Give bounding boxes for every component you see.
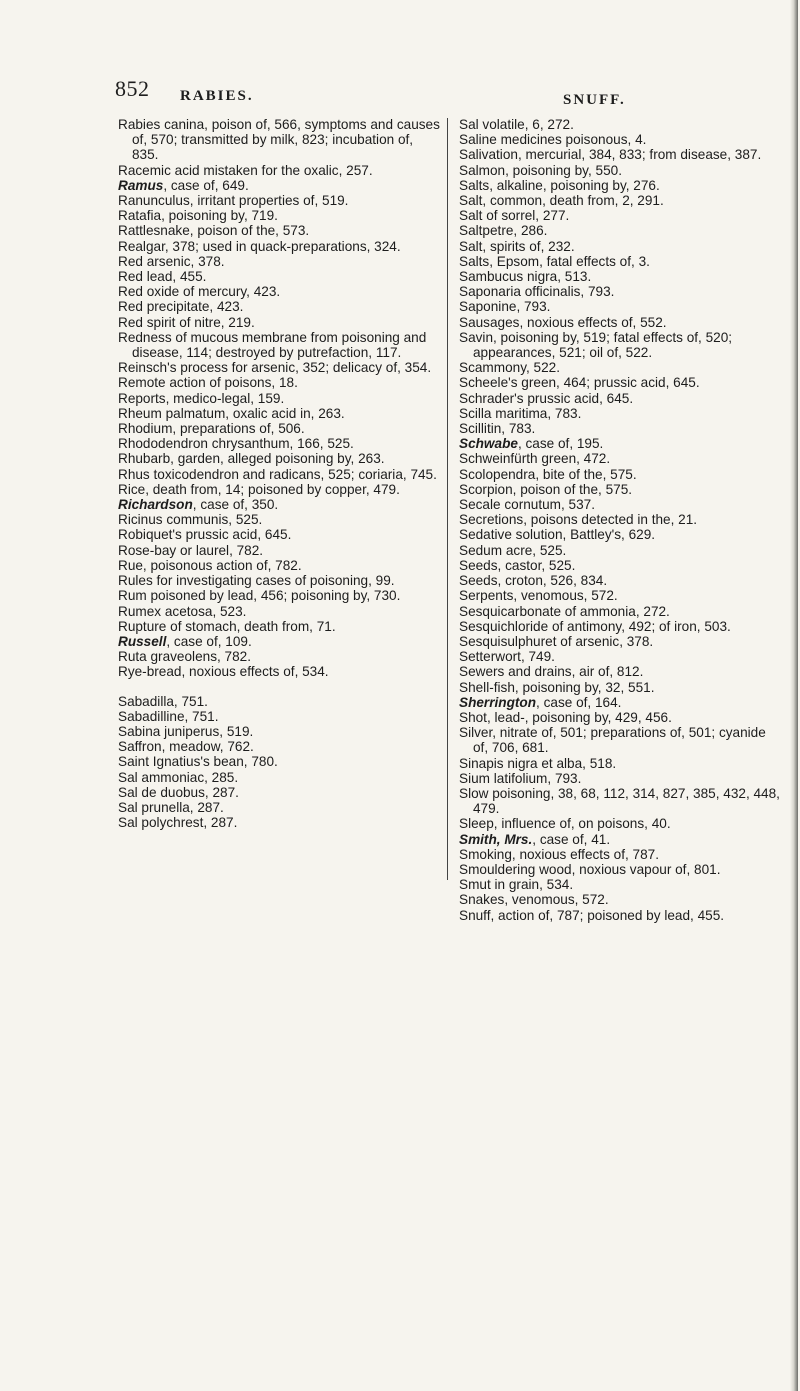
index-entry-rest: , case of, 649. [163,177,249,193]
index-entry: Sal de duobus, 287. [118,784,239,800]
index-entry [118,497,441,512]
index-entry: Sedum acre, 525. [459,542,567,558]
index-entry: Saponine, 793. [459,299,551,315]
index-entry-name: Sherrington [459,694,537,710]
index-entry [459,832,782,847]
index-entry: Secretions, poisons detected in the, 21. [459,512,698,528]
index-entry: Sambucus nigra, 513. [459,269,592,285]
index-entry-name: Richardson [118,497,193,513]
index-entry: Scilla maritima, 783. [459,405,582,421]
index-entry: Rumex acetosa, 523. [118,603,247,619]
index-entry: Schrader's prussic acid, 645. [459,390,634,406]
index-entry: Salts, alkaline, poisoning by, 276. [459,177,660,193]
index-entry: Racemic acid mistaken for the oxalic, 257. [118,162,373,178]
index-entry: Rabies canina, poison of, 566, symptoms and causes of, 570; transmitted by milk, 823; incubation of, 835. [118,117,440,163]
index-entry-name: Russell [118,633,167,649]
index-entry: Ricinus communis, 525. [118,512,263,528]
index-entry: Sabina juniperus, 519. [118,723,254,739]
index-entry: Salt, common, death from, 2, 291. [459,193,664,209]
index-entry: Sleep, influence of, on poisons, 40. [459,816,671,832]
index-entry: Slow poisoning, 38, 68, 112, 314, 827, 385, 432, 448, 479. [459,785,780,817]
index-entry: Salmon, poisoning by, 550. [459,162,622,178]
index-entry: Red lead, 455. [118,269,207,285]
index-entry: Saline medicines poisonous, 4. [459,132,647,148]
index-entry: Sal ammoniac, 285. [118,769,239,785]
index-entry-rest: , case of, 195. [517,436,604,452]
index-entry: Remote action of poisons, 18. [118,375,298,391]
index-entry-rest: , case of, 350. [192,497,279,513]
index-entry: Serpents, venomous, 572. [459,588,618,604]
index-entry: Redness of mucous membrane from poisoning and disease, 114; destroyed by putrefaction, 117. [118,329,427,361]
index-entry: Smouldering wood, noxious vapour of, 801. [459,861,721,877]
index-entry: Salt of sorrel, 277. [459,208,570,224]
index-entry: Scheele's green, 464; prussic acid, 645. [459,375,700,391]
index-entry [459,436,782,451]
index-entry-rest: , case of, 164. [536,694,622,710]
index-entry-name: Ramus [118,177,164,193]
index-entry: Scillitin, 783. [459,421,536,437]
index-entry-rest: , case of, 109. [166,633,252,649]
index-entry: Shell-fish, poisoning by, 32, 551. [459,679,655,695]
index-entry: Rhododendron chrysanthum, 166, 525. [118,436,354,452]
index-entry: Ranunculus, irritant properties of, 519. [118,193,349,209]
index-entry: Sinapis nigra et alba, 518. [459,755,617,771]
index-entry: Scolopendra, bite of the, 575. [459,466,637,482]
index-entry: Sabadilla, 751. [118,693,208,709]
index-entry: Realgar, 378; used in quack-preparations, 324. [118,238,401,254]
index-entry: Rum poisoned by lead, 456; poisoning by, 730. [118,588,401,604]
index-entry: Rice, death from, 14; poisoned by copper, 479. [118,481,400,497]
index-entry: Sesquichloride of antimony, 492; of iron, 503. [459,618,731,634]
index-entry: Robiquet's prussic acid, 645. [118,527,292,543]
index-entry: Snuff, action of, 787; poisoned by lead, 455. [459,907,725,923]
column-divider [447,118,448,880]
index-entry-rest: , case of, 41. [532,831,611,847]
index-entry: Reports, medico-legal, 159. [118,390,285,406]
index-entry [118,178,441,193]
index-entry: Scammony, 522. [459,360,560,376]
index-entry: Smoking, noxious effects of, 787. [459,846,659,862]
index-entry: Sal polychrest, 287. [118,815,238,831]
index-entry: Red precipitate, 423. [118,299,244,315]
index-entry: Rose-bay or laurel, 782. [118,542,264,558]
index-entry: Red spirit of nitre, 219. [118,314,255,330]
index-entry: Rhubarb, garden, alleged poisoning by, 263. [118,451,385,467]
index-entry [459,695,782,710]
index-entry: Secale cornutum, 537. [459,497,596,513]
index-entry: Sausages, noxious effects of, 552. [459,314,667,330]
index-entry: Red arsenic, 378. [118,253,225,269]
page-edge-shadow [790,0,798,1391]
page-number: 852 [115,76,150,101]
index-entry: Seeds, castor, 525. [459,557,576,573]
index-entry: Saltpetre, 286. [459,223,548,239]
index-entry: Saint Ignatius's bean, 780. [118,754,278,770]
index-entry: Smut in grain, 534. [459,877,574,893]
index-column-right [459,117,782,923]
index-entry: Sal prunella, 287. [118,799,224,815]
index-entry: Setterwort, 749. [459,649,555,665]
index-entry: Saponaria officinalis, 793. [459,284,615,300]
index-entry: Shot, lead-, poisoning by, 429, 456. [459,709,672,725]
index-column-left [118,117,441,830]
index-entry: Sesquisulphuret of arsenic, 378. [459,633,654,649]
index-entry: Sabadilline, 751. [118,708,219,724]
index-entry: Sium latifolium, 793. [459,770,582,786]
index-entry: Ruta graveolens, 782. [118,649,252,665]
index-entry: Rhodium, preparations of, 506. [118,421,305,437]
index-entry: Reinsch's process for arsenic, 352; delicacy of, 354. [118,360,432,376]
running-head-left: RABIES. [180,88,254,104]
index-entry: Salt, spirits of, 232. [459,238,575,254]
index-entry: Rattlesnake, poison of the, 573. [118,223,310,239]
index-entry: Sewers and drains, air of, 812. [459,664,644,680]
index-entry [118,634,441,649]
index-entry: Sal volatile, 6, 272. [459,117,574,132]
index-entry: Rye-bread, noxious effects of, 534. [118,664,329,680]
index-entry: Ratafia, poisoning by, 719. [118,208,278,224]
index-entry: Silver, nitrate of, 501; preparations of, 501; cyanide of, 706, 681. [459,725,766,756]
index-entry-name: Schwabe [459,436,518,452]
index-entry: Sesquicarbonate of ammonia, 272. [459,603,670,619]
index-entry: Sedative solution, Battley's, 629. [459,527,656,543]
index-entry: Rheum palmatum, oxalic acid in, 263. [118,405,345,421]
index-entry: Seeds, croton, 526, 834. [459,573,608,589]
index-entry-name: Smith, Mrs. [459,831,533,847]
index-entry: Rules for investigating cases of poisoning, 99. [118,573,395,589]
index-entry: Rue, poisonous action of, 782. [118,557,302,573]
index-entry: Red oxide of mercury, 423. [118,284,281,300]
index-entry: Scorpion, poison of the, 575. [459,481,633,497]
index-entry: Savin, poisoning by, 519; fatal effects of, 520; appearances, 521; oil of, 522. [459,329,733,361]
index-entry: Rhus toxicodendron and radicans, 525; coriaria, 745. [118,466,437,482]
running-head-right: SNUFF. [563,92,626,108]
index-entry: Schweinfürth green, 472. [459,451,611,467]
index-entry: Rupture of stomach, death from, 71. [118,618,336,634]
index-entry: Salivation, mercurial, 384, 833; from disease, 387. [459,147,762,163]
index-entry: Snakes, venomous, 572. [459,892,609,908]
index-entry: Salts, Epsom, fatal effects of, 3. [459,253,650,269]
index-entry: Saffron, meadow, 762. [118,739,254,755]
